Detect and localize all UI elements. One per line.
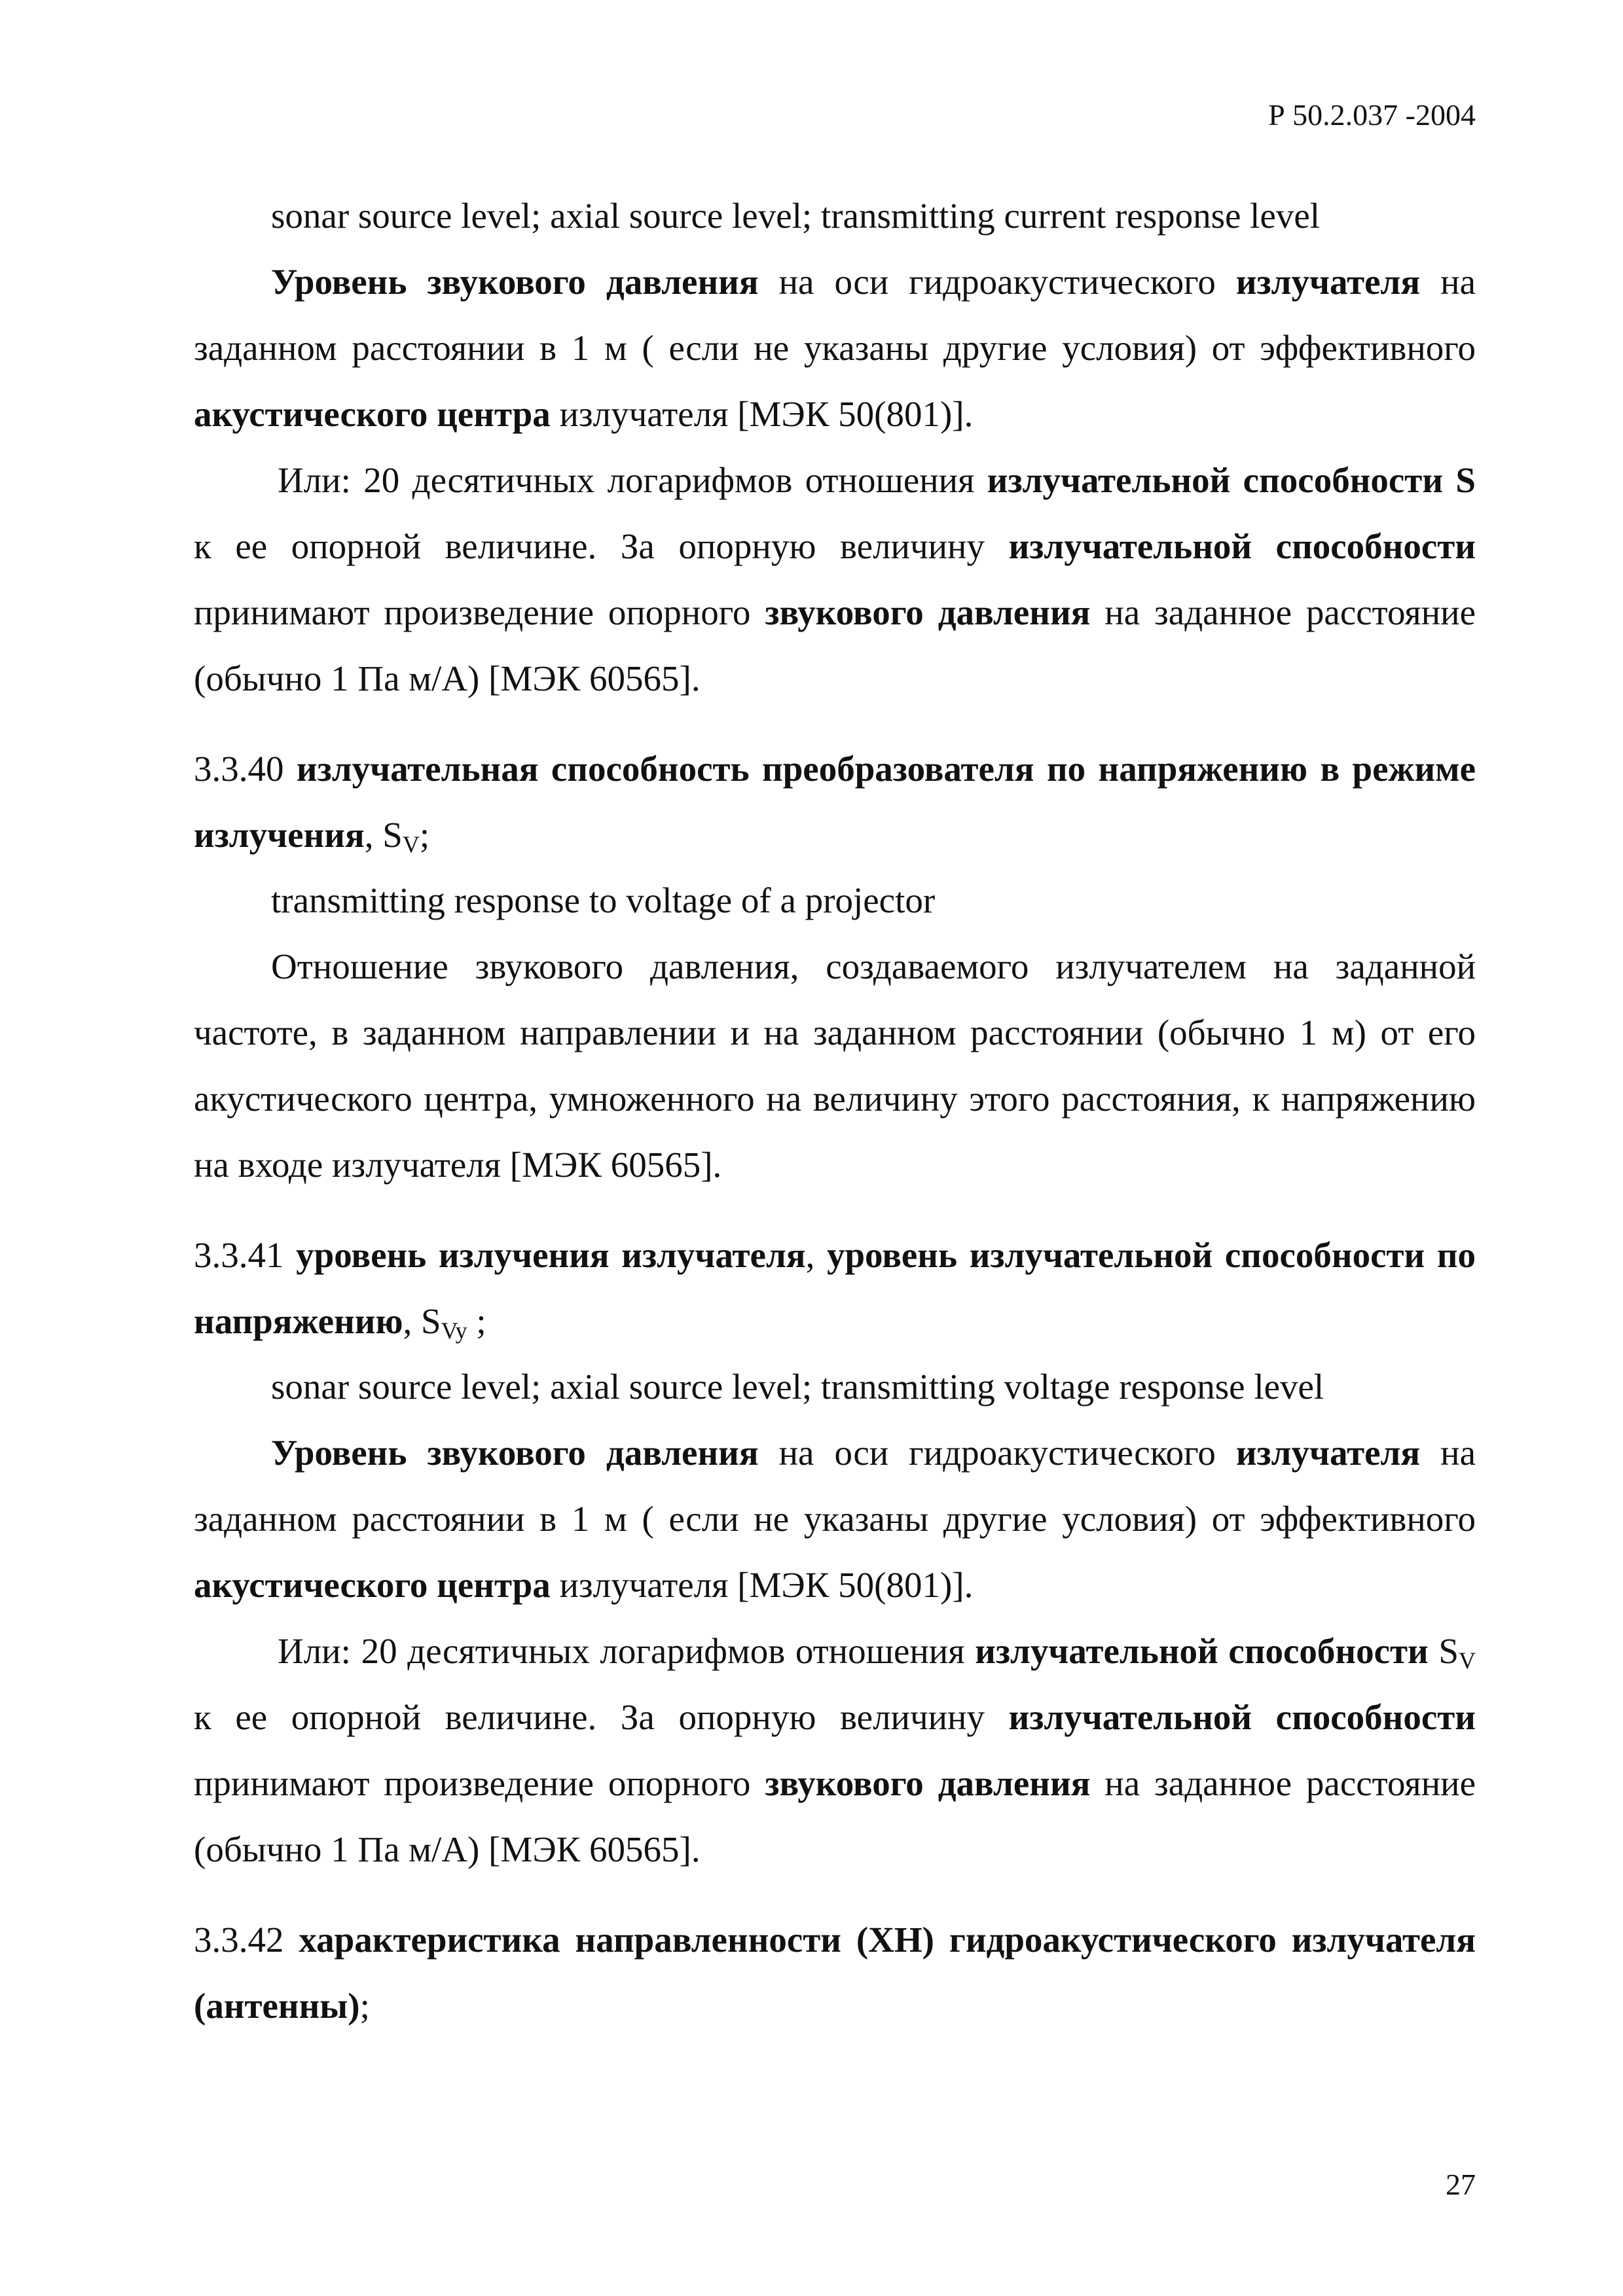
english-term-line: sonar source level; axial source level; transmitting current response level xyxy=(271,196,1321,236)
term-number: 3.3.42 xyxy=(194,1920,299,1960)
term-name: характеристика направленности (ХН) гидроакустического излучателя (антенны) xyxy=(194,1920,1476,2026)
page-number: 27 xyxy=(1446,2168,1476,2201)
alternative-definition-paragraph: Или: 20 десятичных логарифмов отношения излучательной способности S к ее опорной величине. За опорную величину излучательной способности принимают произведение опорного звукового давления на заданное расстояние (обычно 1 Па м/А) [МЭК 60565]. xyxy=(194,460,1476,698)
term-name: уровень излучения излучателя xyxy=(296,1235,806,1275)
term-3-3-42: 3.3.42 характеристика направленности (ХН) гидроакустического излучателя (антенны); xyxy=(194,1920,1476,2026)
term-number: 3.3.40 xyxy=(194,749,297,789)
term-name: излучательная способность преобразователя по напряжению в режиме излучения xyxy=(194,749,1476,855)
definition-paragraph: Отношение звукового давления, создаваемого излучателем на заданной частоте, в заданном направлении и на заданном расстоянии (обычно 1 м) от его акустического центра, умноженного на величину этого расстояния, к напряжению на входе излучателя [МЭК 60565]. xyxy=(194,946,1476,1185)
term-number: 3.3.41 xyxy=(194,1235,297,1275)
document-code: Р 50.2.037 -2004 xyxy=(1268,98,1476,132)
definition-paragraph: Уровень звукового давления на оси гидроакустического излучателя на заданном расстоянии в 1 м ( если не указаны другие условия) от эффективного акустического центра излучателя [МЭК 50(801)]. xyxy=(194,1433,1476,1605)
english-term-line: sonar source level; axial source level; transmitting voltage response level xyxy=(271,1367,1324,1407)
alternative-definition-paragraph: Или: 20 десятичных логарифмов отношения излучательной способности $S_V$ к ее опорной величине. За опорную величину излучательной способности принимают произведение опорного звукового давления на заданное расстояние (обычно 1 Па м/А) [МЭК 60565]. xyxy=(194,1631,1476,1869)
definition-paragraph: Уровень звукового давления на оси гидроакустического излучателя на заданном расстоянии в 1 м ( если не указаны другие условия) от эффективного акустического центра излучателя [МЭК 50(801)]. xyxy=(194,262,1476,434)
term-3-3-40: 3.3.40 излучательная способность преобразователя по напряжению в режиме излучения, $S_V$; xyxy=(194,749,1476,857)
page-content xyxy=(194,183,1476,2039)
term-3-3-41: 3.3.41 уровень излучения излучателя, уровень излучательной способности по напряжению, $S_{Vy}$ ; xyxy=(194,1235,1476,1344)
term-name-alt: уровень излучательной способности по напряжению xyxy=(194,1235,1476,1341)
english-term-line: transmitting response to voltage of a projector xyxy=(271,880,936,920)
